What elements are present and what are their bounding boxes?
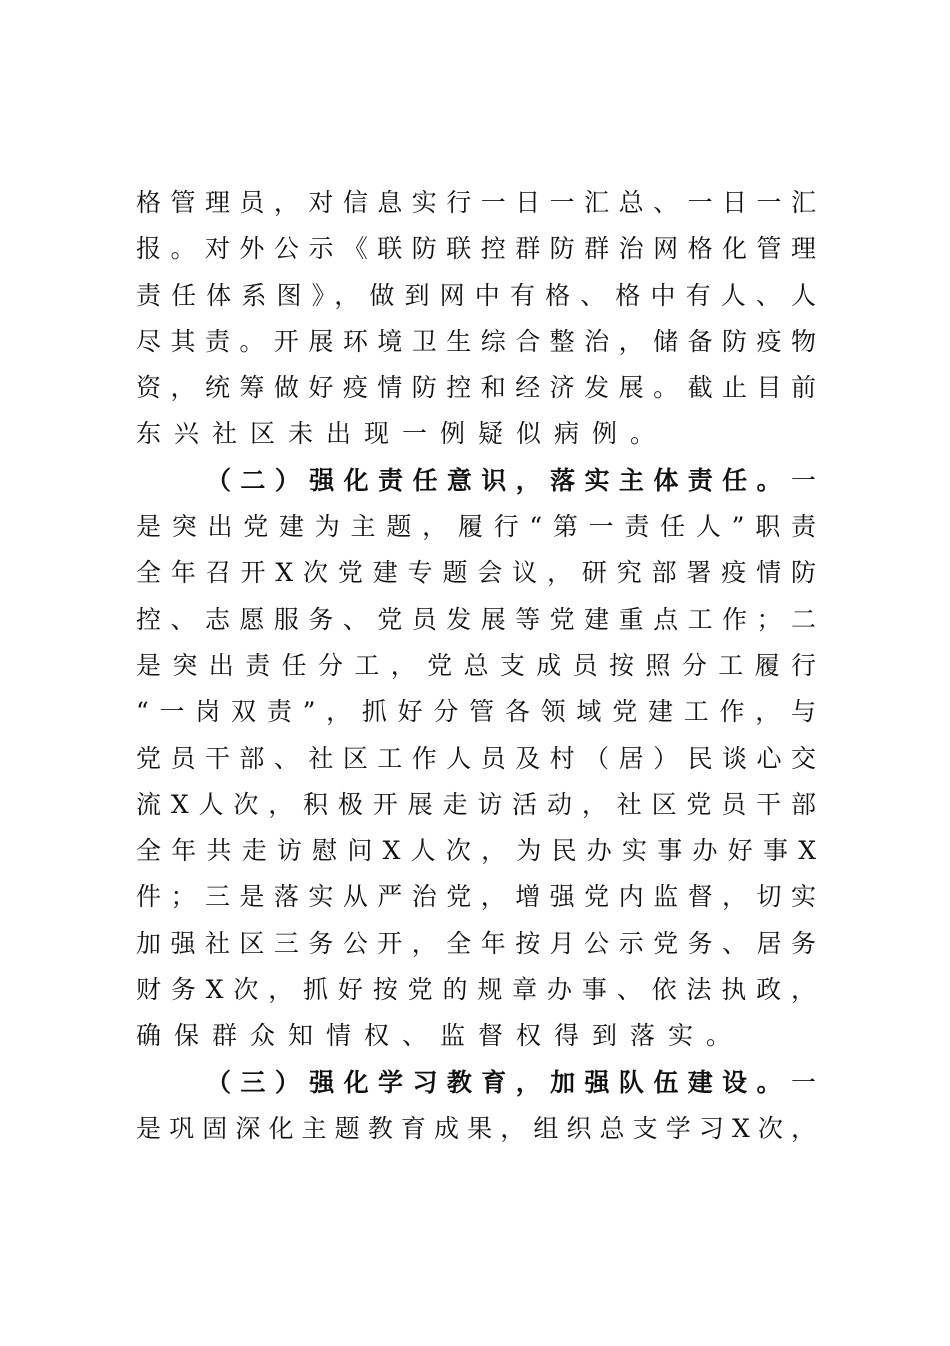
paragraph-line: 是突出党建为主题，履行“第一责任人”职责 — [136, 512, 816, 542]
paragraph-line: 件；三是落实从严治党，增强党内监督，切实 — [136, 882, 816, 912]
paragraph-line: 是突出责任分工，党总支成员按照分工履行 — [136, 650, 816, 680]
paragraph-line: 控、志愿服务、党员发展等党建重点工作；二 — [136, 604, 816, 634]
paragraph-line: “一岗双责”，抓好分管各领域党建工作，与 — [136, 697, 816, 727]
paragraph-line: 格管理员，对信息实行一日一汇总、一日一汇 — [136, 188, 816, 217]
section-heading-line — [136, 458, 816, 504]
document-body — [136, 180, 816, 1152]
paragraph-line: 是巩固深化主题教育成果，组织总支学习X次， — [136, 1113, 816, 1143]
section-heading-line — [136, 1060, 816, 1106]
paragraph-line: 流X人次，积极开展走访活动，社区党员干部 — [136, 789, 816, 819]
paragraph-line: 尽其责。开展环境卫生综合整治，储备防疫物 — [136, 326, 816, 356]
paragraph-line: 加强社区三务公开，全年按月公示党务、居务 — [136, 928, 816, 958]
paragraph-line: 报。对外公示《联防联控群防群治网格化管理 — [136, 234, 816, 264]
paragraph-line: 确保群众知情权、监督权得到落实。 — [136, 1021, 745, 1051]
section-heading-tail: 一 — [790, 465, 816, 495]
paragraph-line: 全年共走访慰问X人次，为民办实事办好事X — [136, 836, 816, 866]
paragraph-line: 责任体系图》，做到网中有格、格中有人、人 — [136, 280, 816, 310]
paragraph-line: 东兴社区未出现一例疑似病例。 — [136, 419, 669, 449]
paragraph-line: 党员干部、社区工作人员及村（居）民谈心交 — [136, 743, 816, 773]
section-heading-tail: 一 — [790, 1067, 816, 1097]
paragraph-line: 资，统筹做好疫情防控和经济发展。截止目前 — [136, 373, 816, 403]
paragraph-line: 全年召开X次党建专题会议，研究部署疫情防 — [136, 558, 816, 588]
paragraph-line: 财务X次，抓好按党的规章办事、依法执政， — [136, 975, 816, 1005]
section-heading: （二）强化责任意识，落实主体责任。 — [206, 465, 791, 495]
section-heading: （三）强化学习教育，加强队伍建设。 — [206, 1067, 791, 1097]
